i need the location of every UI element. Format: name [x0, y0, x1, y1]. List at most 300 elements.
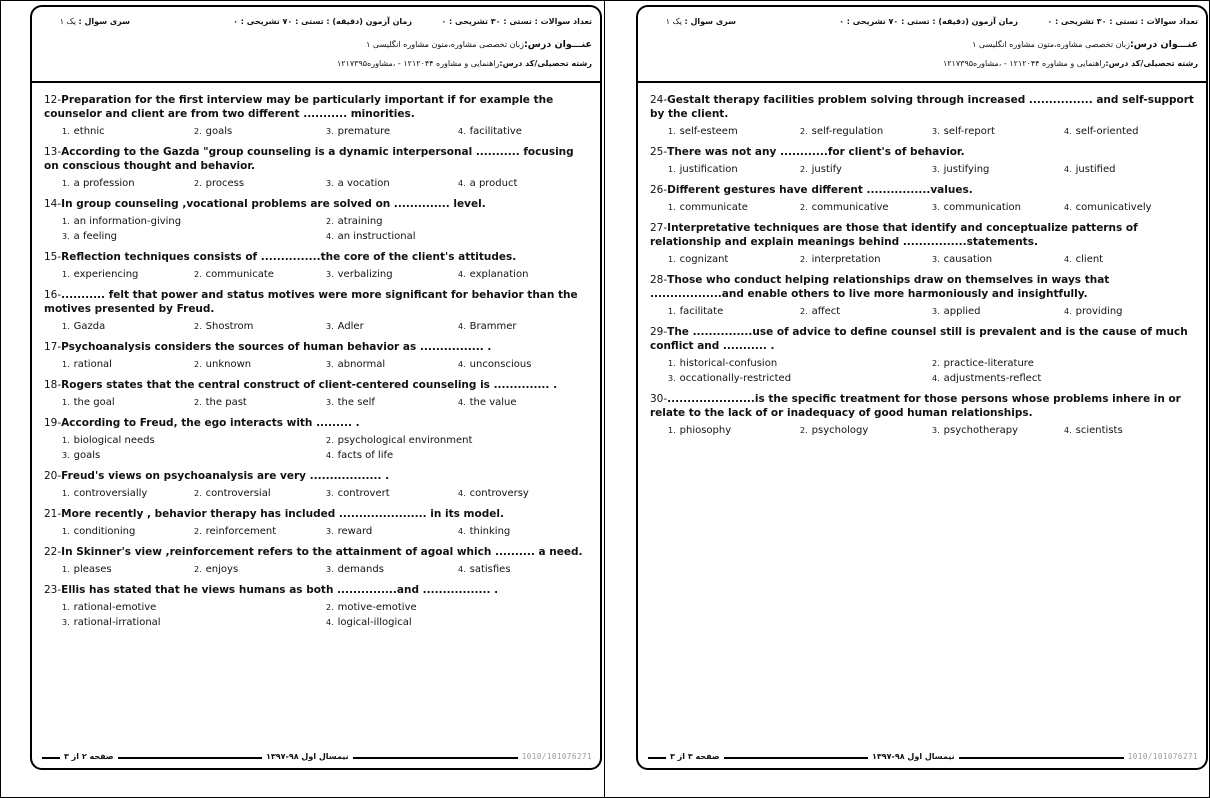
answer-option — [458, 357, 590, 372]
page-footer — [42, 750, 590, 764]
question-item — [44, 507, 590, 539]
option-number: 1. — [62, 322, 70, 331]
answer-options — [44, 562, 590, 577]
question-list — [638, 93, 1206, 444]
option-number: 2. — [194, 179, 202, 188]
answer-option — [800, 423, 932, 438]
option-number: 3. — [932, 203, 940, 212]
question-number: 18- — [44, 379, 62, 391]
option-text: goals — [205, 126, 233, 137]
answer-option — [62, 524, 194, 539]
option-number: 1. — [668, 359, 676, 368]
answer-option — [62, 229, 326, 244]
question-text-line — [44, 469, 590, 483]
question-text-line — [44, 197, 590, 211]
option-number: 1. — [62, 217, 70, 226]
option-text: communicative — [811, 202, 889, 213]
option-text: client — [1075, 254, 1104, 265]
answer-option — [326, 600, 590, 615]
answer-options — [44, 214, 590, 244]
option-number: 2. — [194, 398, 202, 407]
answer-options — [650, 304, 1196, 319]
series-label: سری سوال : — [78, 17, 130, 26]
answer-option — [458, 319, 590, 334]
answer-option — [326, 486, 458, 501]
option-text: facilitative — [469, 126, 522, 137]
course-title-label: عنـــوان درس: — [1130, 39, 1198, 50]
answer-option — [62, 448, 326, 463]
question-text-line — [44, 93, 590, 121]
question-text-line — [650, 392, 1196, 420]
answer-option — [668, 356, 932, 371]
option-text: verbalizing — [337, 269, 393, 280]
question-text-line — [650, 93, 1196, 121]
option-number: 4. — [1064, 203, 1072, 212]
question-text: Reflection techniques consists of ...............the core of the client's attitudes. — [61, 251, 517, 263]
question-text: According to Freud, the ego interacts with ......... . — [61, 417, 360, 429]
question-number: 27- — [650, 222, 668, 234]
question-number: 29- — [650, 326, 668, 338]
question-text: The ...............use of advice to define counsel still is prevalent and is the cause of much conflict and ........... . — [650, 326, 1188, 352]
answer-option — [62, 486, 194, 501]
question-text: More recently , behavior therapy has included ...................... in its model. — [61, 508, 504, 520]
option-text: cognizant — [679, 254, 729, 265]
question-number: 30- — [650, 393, 668, 405]
option-number: 3. — [932, 165, 940, 174]
term-label: نیمسال اول ۹۸-۱۳۹۷ — [262, 750, 353, 764]
option-text: a vocation — [337, 178, 390, 189]
option-number: 4. — [1064, 127, 1072, 136]
question-number: 12- — [44, 94, 62, 106]
option-number: 2. — [326, 603, 334, 612]
exam-code: 1010/101076271 — [518, 750, 596, 764]
answer-option — [932, 423, 1064, 438]
answer-option — [458, 124, 590, 139]
answer-option — [800, 162, 932, 177]
question-text: There was not any ............for client's of behavior. — [667, 146, 965, 158]
question-text-line — [44, 545, 590, 559]
answer-option — [194, 486, 326, 501]
answer-option — [326, 433, 590, 448]
answer-options — [44, 357, 590, 372]
answer-option — [1064, 124, 1196, 139]
option-number: 2. — [194, 489, 202, 498]
question-item — [650, 392, 1196, 438]
option-text: adjustments-reflect — [943, 373, 1042, 384]
question-text: Rogers states that the central construct of client-centered counseling is .............. . — [61, 379, 558, 391]
option-text: a feeling — [73, 231, 118, 242]
series-value: یک ۱ — [665, 17, 682, 26]
question-number: 23- — [44, 584, 62, 596]
option-text: rational — [73, 359, 112, 370]
answer-options — [44, 524, 590, 539]
answer-option — [1064, 252, 1196, 267]
course-title-value: زبان تخصصی مشاوره،متون مشاوره انگلیسی ۱ — [972, 40, 1130, 49]
answer-option — [458, 486, 590, 501]
option-number: 2. — [194, 360, 202, 369]
answer-option — [668, 162, 800, 177]
option-text: controversy — [469, 488, 529, 499]
answer-option — [62, 124, 194, 139]
option-number: 3. — [932, 426, 940, 435]
option-text: an instructional — [337, 231, 416, 242]
series-label: سری سوال : — [684, 17, 736, 26]
option-text: Shostrom — [205, 321, 254, 332]
option-text: self-report — [943, 126, 995, 137]
question-number: 13- — [44, 146, 62, 158]
answer-option — [194, 357, 326, 372]
option-text: self-esteem — [679, 126, 738, 137]
option-number: 4. — [458, 527, 466, 536]
option-number: 4. — [1064, 255, 1072, 264]
option-text: demands — [337, 564, 384, 575]
answer-options — [44, 600, 590, 630]
option-text: comunicatively — [1075, 202, 1152, 213]
option-number: 2. — [326, 436, 334, 445]
option-number: 4. — [326, 451, 334, 460]
page-number: صفحه ۳ از ۳ — [666, 750, 724, 764]
option-number: 3. — [326, 322, 334, 331]
course-title-value: زبان تخصصی مشاوره،متون مشاوره انگلیسی ۱ — [366, 40, 524, 49]
option-number: 4. — [458, 270, 466, 279]
exam-page-left — [30, 5, 602, 770]
answer-option — [800, 304, 932, 319]
series-value: یک ۱ — [59, 17, 76, 26]
option-text: experiencing — [73, 269, 139, 280]
answer-option — [458, 395, 590, 410]
option-number: 2. — [800, 203, 808, 212]
option-number: 2. — [800, 165, 808, 174]
option-text: the goal — [73, 397, 115, 408]
option-text: logical-illogical — [337, 617, 412, 628]
question-item — [44, 197, 590, 244]
header-row-3 — [40, 59, 592, 68]
answer-option — [458, 267, 590, 282]
question-number: 26- — [650, 184, 668, 196]
field-code-label: رشته تحصیلی/کد درس: — [1105, 59, 1198, 68]
answer-option — [932, 252, 1064, 267]
course-title-label: عنـــوان درس: — [524, 39, 592, 50]
option-number: 3. — [326, 527, 334, 536]
question-list — [32, 93, 600, 636]
option-text: goals — [73, 450, 101, 461]
option-text: motive-emotive — [337, 602, 417, 613]
question-text-line — [650, 273, 1196, 301]
option-number: 4. — [458, 127, 466, 136]
option-text: premature — [337, 126, 391, 137]
option-number: 3. — [62, 232, 70, 241]
option-text: Adler — [337, 321, 364, 332]
option-text: justified — [1075, 164, 1116, 175]
field-code-value: راهنمایی و مشاوره ۱۲۱۲۰۴۴ - ،مشاوره۱۲۱۷۳۹۵ — [942, 59, 1106, 68]
question-text-line — [44, 145, 590, 173]
option-text: explanation — [469, 269, 529, 280]
answer-options — [44, 319, 590, 334]
option-number: 2. — [194, 527, 202, 536]
answer-options — [44, 124, 590, 139]
option-number: 4. — [458, 565, 466, 574]
option-text: psychotherapy — [943, 425, 1018, 436]
answer-options — [650, 124, 1196, 139]
option-text: satisfies — [469, 564, 511, 575]
option-number: 1. — [62, 489, 70, 498]
option-text: pleases — [73, 564, 112, 575]
answer-option — [1064, 162, 1196, 177]
option-text: the value — [469, 397, 517, 408]
option-number: 4. — [932, 374, 940, 383]
answer-option — [194, 562, 326, 577]
option-number: 4. — [326, 618, 334, 627]
option-text: applied — [943, 306, 981, 317]
option-number: 3. — [326, 179, 334, 188]
answer-option — [458, 562, 590, 577]
option-text: biological needs — [73, 435, 155, 446]
question-number: 24- — [650, 94, 668, 106]
answer-option — [62, 176, 194, 191]
answer-option — [1064, 304, 1196, 319]
option-text: psychology — [811, 425, 869, 436]
option-text: self-regulation — [811, 126, 884, 137]
question-number: 19- — [44, 417, 62, 429]
option-number: 4. — [458, 398, 466, 407]
field-code-label: رشته تحصیلی/کد درس: — [499, 59, 592, 68]
exam-header — [638, 7, 1206, 83]
option-number: 1. — [62, 179, 70, 188]
question-text: Gestalt therapy facilities problem solving through increased ................ and self-support by the client. — [650, 94, 1194, 120]
answer-option — [194, 524, 326, 539]
answer-options — [44, 433, 590, 463]
option-number: 2. — [326, 217, 334, 226]
question-number: 21- — [44, 508, 62, 520]
option-number: 2. — [194, 565, 202, 574]
option-number: 3. — [326, 398, 334, 407]
option-number: 3. — [62, 618, 70, 627]
question-number: 15- — [44, 251, 62, 263]
option-text: providing — [1075, 306, 1123, 317]
answer-option — [668, 124, 800, 139]
question-number: 14- — [44, 198, 62, 210]
question-item — [650, 221, 1196, 267]
option-text: controversially — [73, 488, 148, 499]
answer-option — [800, 252, 932, 267]
exam-code: 1010/101076271 — [1124, 750, 1202, 764]
exam-time: زمان آزمون (دقیقه) : تستی : ۷۰ تشریحی : ۰ — [839, 17, 1018, 26]
answer-options — [650, 162, 1196, 177]
option-text: historical-confusion — [679, 358, 778, 369]
answer-option — [62, 395, 194, 410]
question-text-line — [44, 250, 590, 264]
option-number: 2. — [194, 270, 202, 279]
option-text: facilitate — [679, 306, 724, 317]
option-number: 3. — [326, 270, 334, 279]
option-number: 3. — [62, 451, 70, 460]
answer-option — [326, 357, 458, 372]
question-number: 20- — [44, 470, 62, 482]
option-text: abnormal — [337, 359, 386, 370]
answer-option — [668, 304, 800, 319]
answer-option — [62, 267, 194, 282]
answer-option — [62, 214, 326, 229]
option-text: thinking — [469, 526, 511, 537]
question-text-line — [44, 507, 590, 521]
question-text: Psychoanalysis considers the sources of human behavior as ................ . — [61, 341, 492, 353]
question-text-line — [650, 183, 1196, 197]
question-item — [650, 145, 1196, 177]
answer-option — [326, 524, 458, 539]
term-label: نیمسال اول ۹۸-۱۳۹۷ — [868, 750, 959, 764]
option-number: 1. — [668, 127, 676, 136]
exam-time: زمان آزمون (دقیقه) : تستی : ۷۰ تشریحی : ۰ — [233, 17, 412, 26]
answer-options — [650, 252, 1196, 267]
answer-option — [932, 200, 1064, 215]
question-text-line — [650, 325, 1196, 353]
question-number: 17- — [44, 341, 62, 353]
option-number: 2. — [800, 307, 808, 316]
option-text: controvert — [337, 488, 390, 499]
exam-page-right — [636, 5, 1208, 770]
option-number: 4. — [458, 179, 466, 188]
answer-option — [932, 304, 1064, 319]
answer-option — [62, 319, 194, 334]
option-number: 4. — [1064, 307, 1072, 316]
option-text: a product — [469, 178, 518, 189]
option-text: conditioning — [73, 526, 136, 537]
option-text: justify — [811, 164, 842, 175]
question-number: 25- — [650, 146, 668, 158]
option-text: practice-literature — [943, 358, 1034, 369]
question-text: ......................is the specific treatment for those persons whose problems inhere in or relate to the lack of or inadequacy of good human relationships. — [650, 393, 1181, 419]
question-text-line — [650, 221, 1196, 249]
answer-option — [1064, 423, 1196, 438]
option-text: justification — [679, 164, 738, 175]
option-text: justifying — [943, 164, 990, 175]
option-text: Brammer — [469, 321, 517, 332]
answer-options — [650, 356, 1196, 386]
option-number: 3. — [326, 360, 334, 369]
page-number: صفحه ۲ از ۳ — [60, 750, 118, 764]
option-number: 2. — [194, 127, 202, 136]
option-number: 3. — [932, 307, 940, 316]
answer-options — [44, 267, 590, 282]
question-text-line — [44, 288, 590, 316]
answer-option — [932, 371, 1196, 386]
header-row-2 — [40, 39, 592, 50]
option-text: enjoys — [205, 564, 239, 575]
question-text: Preparation for the first interview may be particularly important if for example the counselor and client are from two different ........... minorities. — [44, 94, 554, 120]
question-text-line — [44, 583, 590, 597]
header-row-2 — [646, 39, 1198, 50]
option-text: psychological environment — [337, 435, 473, 446]
option-text: unknown — [205, 359, 252, 370]
answer-options — [44, 486, 590, 501]
answer-option — [668, 423, 800, 438]
answer-option — [326, 615, 590, 630]
option-text: self-oriented — [1075, 126, 1139, 137]
question-item — [44, 288, 590, 334]
answer-options — [44, 395, 590, 410]
answer-option — [194, 267, 326, 282]
option-number: 2. — [800, 255, 808, 264]
option-number: 4. — [1064, 165, 1072, 174]
exam-header — [32, 7, 600, 83]
question-item — [44, 145, 590, 191]
answer-options — [650, 423, 1196, 438]
answer-option — [326, 448, 590, 463]
option-number: 1. — [62, 436, 70, 445]
question-text: Different gestures have different ................values. — [667, 184, 973, 196]
answer-option — [932, 162, 1064, 177]
question-item — [44, 378, 590, 410]
question-text: Ellis has stated that he views humans as both ...............and ................. . — [61, 584, 499, 596]
answer-option — [326, 214, 590, 229]
question-item — [44, 340, 590, 372]
question-text-line — [44, 416, 590, 430]
question-text: In Skinner's view ,reinforcement refers to the attainment of agoal which .......... a need. — [61, 546, 583, 558]
option-text: unconscious — [469, 359, 532, 370]
question-item — [44, 93, 590, 139]
question-item — [650, 93, 1196, 139]
answer-option — [458, 524, 590, 539]
answer-option — [932, 124, 1064, 139]
question-text-line — [650, 145, 1196, 159]
option-number: 1. — [62, 270, 70, 279]
question-item — [650, 273, 1196, 319]
option-number: 1. — [62, 398, 70, 407]
answer-option — [326, 176, 458, 191]
option-text: facts of life — [337, 450, 394, 461]
question-item — [44, 250, 590, 282]
option-text: the past — [205, 397, 247, 408]
answer-option — [326, 395, 458, 410]
option-number: 2. — [194, 322, 202, 331]
option-number: 1. — [62, 603, 70, 612]
option-text: rational-emotive — [73, 602, 157, 613]
answer-option — [62, 357, 194, 372]
page-footer — [648, 750, 1196, 764]
option-number: 3. — [326, 489, 334, 498]
answer-option — [194, 176, 326, 191]
option-number: 4. — [458, 489, 466, 498]
option-number: 3. — [668, 374, 676, 383]
option-text: affect — [811, 306, 841, 317]
answer-option — [668, 371, 932, 386]
answer-option — [458, 176, 590, 191]
answer-option — [62, 600, 326, 615]
answer-option — [932, 356, 1196, 371]
option-text: occationally-restricted — [679, 373, 792, 384]
option-number: 1. — [668, 255, 676, 264]
option-number: 2. — [932, 359, 940, 368]
option-number: 1. — [62, 360, 70, 369]
answer-option — [668, 252, 800, 267]
answer-option — [194, 395, 326, 410]
question-number: 22- — [44, 546, 62, 558]
option-text: process — [205, 178, 245, 189]
option-text: causation — [943, 254, 993, 265]
option-text: scientists — [1075, 425, 1123, 436]
answer-option — [326, 124, 458, 139]
option-text: phiosophy — [679, 425, 732, 436]
question-text: Interpretative techniques are those that identify and conceptualize patterns of relationship and explain meanings behind ................statements. — [650, 222, 1138, 248]
question-item — [44, 545, 590, 577]
option-text: the self — [337, 397, 375, 408]
answer-option — [668, 200, 800, 215]
option-text: communication — [943, 202, 1021, 213]
field-code-value: راهنمایی و مشاوره ۱۲۱۲۰۴۴ - ،مشاوره۱۲۱۷۳۹۵ — [336, 59, 500, 68]
question-text: ........... felt that power and status motives were more significant for behavior than the motives presented by Freud. — [44, 289, 578, 315]
answer-option — [326, 229, 590, 244]
option-text: communicate — [679, 202, 748, 213]
